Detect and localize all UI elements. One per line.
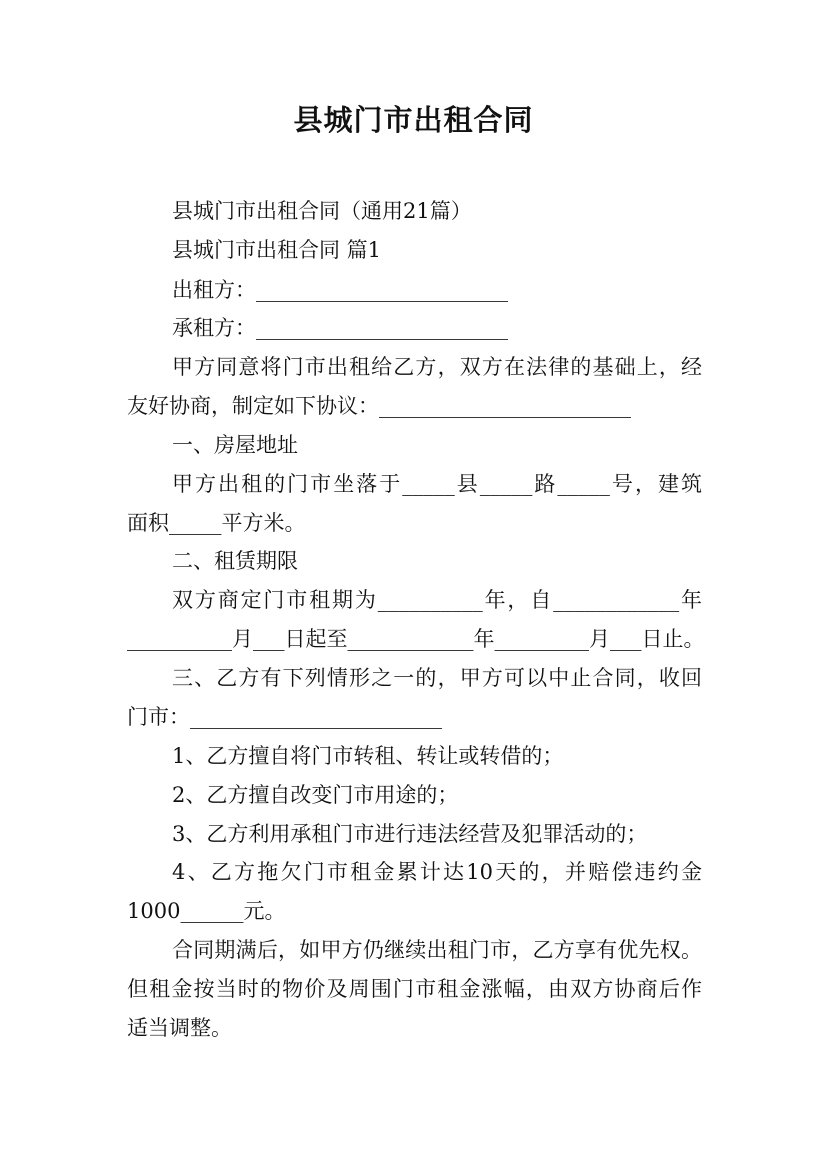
doc-line-subtitle: 县城门市出租合同（通用21篇）	[172, 199, 472, 223]
doc-line-agreement-1: 甲方同意将门市出租给乙方，双方在法律的基础上，经	[172, 355, 702, 379]
doc-line-item-4-1: 4、乙方拖欠门市租金累计达10天的，并赔偿违约金	[172, 860, 702, 884]
doc-line-renewal-1: 合同期满后，如甲方仍继续出租门市，乙方享有优先权。	[172, 938, 702, 962]
doc-line-clause-3-1: 三、乙方有下列情形之一的，甲方可以中止合同，收回	[172, 666, 702, 690]
document-title: 县城门市出租合同	[293, 103, 534, 137]
doc-line-lessor: 出租方：________________________	[172, 278, 508, 302]
doc-line-agreement-2: 友好协商，制定如下协议：________________________	[127, 394, 631, 418]
doc-line-address-2: 面积_____平方米。	[127, 511, 306, 535]
doc-line-item-1: 1、乙方擅自将门市转租、转让或转借的；	[172, 744, 564, 768]
doc-line-renewal-3: 适当调整。	[127, 1016, 232, 1040]
doc-line-term-2: __________月___日起至____________年_________月___日止。	[127, 627, 705, 651]
doc-line-item-4-2: 1000______元。	[127, 899, 286, 923]
doc-line-renewal-2: 但租金按当时的物价及周围门市租金涨幅，由双方协商后作	[127, 977, 702, 1001]
doc-line-section-heading: 县城门市出租合同 篇1	[172, 238, 382, 262]
doc-line-term-1: 双方商定门市租期为__________年，自____________年	[172, 588, 702, 612]
doc-line-clause-1-heading: 一、房屋地址	[172, 433, 298, 457]
doc-line-lessee: 承租方：________________________	[172, 316, 508, 340]
doc-line-item-2: 2、乙方擅自改变门市用途的；	[172, 783, 459, 807]
doc-line-item-3: 3、乙方利用承租门市进行违法经营及犯罪活动的；	[172, 822, 648, 846]
doc-line-address-1: 甲方出租的门市坐落于_____县_____路_____号，建筑	[172, 472, 702, 496]
doc-line-clause-3-2: 门市：________________________	[127, 705, 442, 729]
doc-line-clause-2-heading: 二、租赁期限	[172, 549, 298, 573]
